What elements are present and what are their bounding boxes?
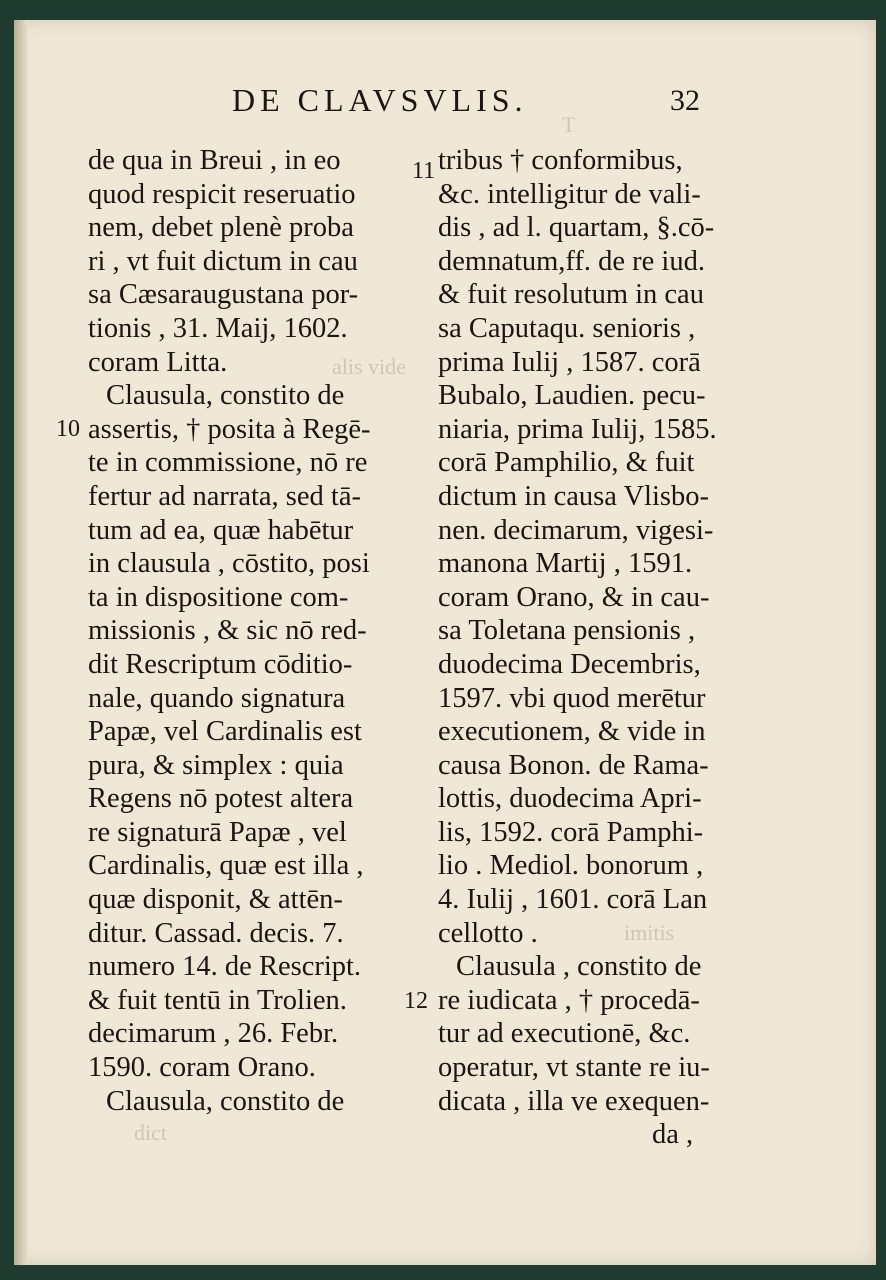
text-line: Regens nō potest altera [88,783,354,815]
right-text-column [438,144,768,1152]
left-text-column [88,144,418,1118]
page-gutter [14,20,28,1265]
running-title: DE CLAVSVLIS. [232,82,528,118]
text-line: causa Bonon. de Rama- [438,749,709,781]
text-line: quæ disponit, & attēn- [88,884,343,916]
catchword: da , [652,1119,694,1151]
text-line: pura, & simplex : quia [88,749,344,781]
text-line: tur ad executionē, &c. [438,1018,691,1050]
text-line: lis, 1592. corā Pamphi- [438,816,704,848]
text-line: nen. decimarum, vigesi- [438,514,714,546]
margin-number-12: 12 [404,988,428,1014]
text-line: coram Litta. [88,346,228,378]
text-line: decimarum , 26. Febr. [88,1018,339,1050]
show-through-text: imitis [624,920,675,945]
text-line: nem, debet plenè proba [88,212,354,244]
text-line: dicata , illa ve exequen- [438,1085,710,1117]
text-line: Clausula, constito de [106,1085,345,1117]
show-through-text: alis vide [332,354,406,379]
text-line: Papæ, vel Cardinalis est [88,716,362,748]
text-line: lio . Mediol. bonorum , [438,850,704,882]
text-line: sa Caputaqu. senioris , [438,312,696,344]
margin-number-10: 10 [56,416,80,442]
text-line: te in commissione, nō re [88,447,368,479]
text-line: demnatum,ff. de re iud. [438,245,705,277]
text-line: assertis, † posita à Regē- [88,413,371,445]
text-line: ri , vt fuit dictum in cau [88,245,358,277]
text-line: dit Rescriptum cōditio- [88,648,353,680]
text-line: prima Iulij , 1587. corā [438,346,701,378]
text-line: 1590. coram Orano. [88,1052,316,1084]
text-line: & fuit resolutum in cau [438,279,704,311]
text-line: ta in dispositione com- [88,581,349,613]
text-line: coram Orano, & in cau- [438,581,710,613]
text-line: 4. Iulij , 1601. corā Lan [438,884,708,916]
text-line: Clausula , constito de [456,951,702,983]
text-line: tionis , 31. Maij, 1602. [88,312,348,344]
page-header [14,82,876,132]
text-line: quod respicit reseruatio [88,178,356,210]
text-line: 1597. vbi quod merētur [438,682,706,714]
book-page [14,20,876,1265]
page-number: 32 [670,84,700,117]
text-line: ditur. Cassad. decis. 7. [88,917,344,949]
text-line: & fuit tentū in Trolien. [88,984,347,1016]
show-through-text: T [562,112,576,137]
text-line: numero 14. de Rescript. [88,951,362,983]
text-line: missionis , & sic nō red- [88,615,367,647]
text-line: dis , ad l. quartam, §.cō- [438,212,715,244]
text-line: fertur ad narrata, sed tā- [88,480,361,512]
text-line: re signaturā Papæ , vel [88,816,347,848]
text-line: de qua in Breui , in eo [88,145,341,176]
text-line: sa Cæsaraugustana por- [88,279,359,311]
text-line: manona Martij , 1591. [438,548,693,580]
text-line: Cardinalis, quæ est illa , [88,850,364,882]
text-line: in clausula , cōstito, posi [88,548,370,580]
text-line: cellotto . [438,917,538,949]
text-line: nale, quando signatura [88,682,346,714]
text-line: niaria, prima Iulij, 1585. [438,413,717,445]
text-line: tribus † conformibus, [438,145,683,176]
text-line: executionem, & vide in [438,716,706,748]
text-line: re iudicata , † procedā- [438,984,700,1016]
text-line: Bubalo, Laudien. pecu- [438,380,706,412]
text-line: &c. intelligitur de vali- [438,178,701,210]
text-line: corā Pamphilio, & fuit [438,447,695,479]
text-line: tum ad ea, quæ habētur [88,514,354,546]
show-through-text: dict [134,1120,167,1145]
margin-number-11: 11 [412,158,436,184]
text-line: Clausula, constito de [106,380,345,412]
text-line: dictum in causa Vlisbo- [438,480,709,512]
text-line: sa Toletana pensionis , [438,615,696,647]
text-line: lottis, duodecima Apri- [438,783,702,815]
text-line: duodecima Decembris, [438,648,701,680]
text-line: operatur, vt stante re iu- [438,1052,710,1084]
